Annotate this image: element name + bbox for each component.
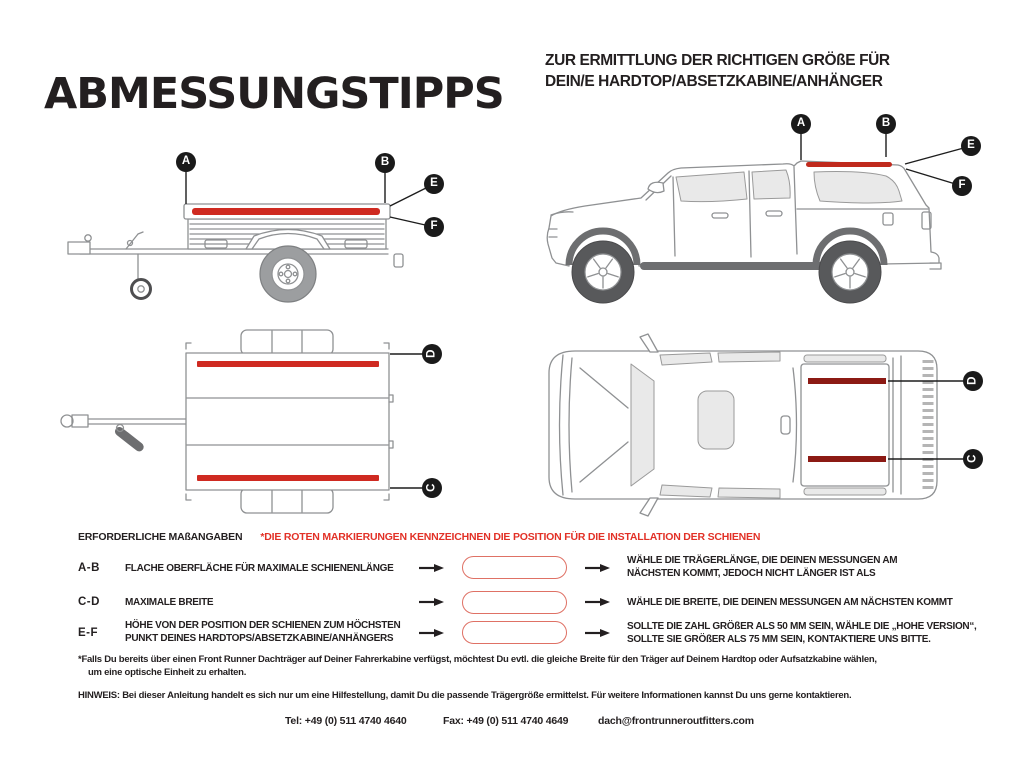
marker-b-trailer-side: B <box>375 153 395 173</box>
sunroof <box>698 391 734 449</box>
jockey-wheel <box>132 280 151 299</box>
rail-position-stripe <box>192 208 380 215</box>
trailer-side-view <box>68 162 434 302</box>
measure-row-ef <box>0 620 1024 646</box>
brake-lever <box>113 425 145 453</box>
footnote: *Falls Du bereits über einen Front Runner Dachträger auf Deiner Fahrerkabine verfügst, möchtest Du evtl. die gleiche Breite für den Träger auf Deinem Hardtop oder Aufsatzkabine wählen, <box>78 654 877 665</box>
arrow-right-icon <box>418 597 444 607</box>
contact-fax: Fax: +49 (0) 511 4740 4649 <box>443 715 569 727</box>
row-description: FLACHE OBERFLÄCHE FÜR MAXIMALE SCHIENENLÄNGE <box>125 563 394 574</box>
marker-e-trailer-side: E <box>424 174 444 194</box>
marker-d-trailer-top: D <box>422 344 442 364</box>
rail-position-stripe <box>808 378 886 384</box>
arrow-right-icon <box>584 597 610 607</box>
required-label: ERFORDERLICHE MAßANGABEN <box>78 531 243 543</box>
row-result: WÄHLE DIE BREITE, DIE DEINEN MESSUNGEN AM NÄCHSTEN KOMMT <box>627 597 953 608</box>
measurement-field-ab <box>462 556 567 579</box>
measurement-field-ef <box>462 621 567 644</box>
contact-tel: Tel: +49 (0) 511 4740 4640 <box>285 715 407 727</box>
marker-e-truck-side: E <box>961 136 981 156</box>
row-description: HÖHE VON DER POSITION DER SCHIENEN ZUM HÖCHSTEN PUNKT DEINES HARDTOPS/ABSETZKABINE/ANHÄNGERS <box>125 620 401 644</box>
row-result: WÄHLE DIE TRÄGERLÄNGE, DIE DEINEN MESSUNGEN AM NÄCHSTEN KOMMT, JEDOCH NICHT LÄNGER IST ALS <box>627 555 898 579</box>
marker-f-truck-side: F <box>952 176 972 196</box>
side-step <box>640 262 828 270</box>
arrow-right-icon <box>584 563 610 573</box>
windshield <box>631 364 654 486</box>
row-key: C-D <box>78 596 100 608</box>
row-result: SOLLTE DIE ZAHL GRÖßER ALS 50 MM SEIN, WÄHLE DIE „HOHE VERSION“, SOLLTE SIE GRÖßER ALS 75 MM SEIN, KONTAKTIERE UNS BITTE. <box>627 621 977 645</box>
trailer-top-view <box>61 330 432 513</box>
contact-email: dach@frontrunneroutfitters.com <box>598 715 754 727</box>
rail-position-stripe <box>197 361 379 367</box>
marker-c-trailer-top: C <box>422 478 442 498</box>
arrow-right-icon <box>584 628 610 638</box>
truck-top-view <box>549 334 973 516</box>
marker-c-truck-top: C <box>963 449 983 469</box>
hinweis-note: HINWEIS: Bei dieser Anleitung handelt es sich nur um eine Hilfestellung, damit Du die passende Trägergröße ermittelst. Für weitere Informationen kannst Du uns gerne kontaktieren. <box>78 690 852 701</box>
marker-a-trailer-side: A <box>176 152 196 172</box>
arrow-right-icon <box>418 563 444 573</box>
row-key: E-F <box>78 627 99 639</box>
marker-d-truck-top: D <box>963 371 983 391</box>
red-markings-note: *DIE ROTEN MARKIERUNGEN KENNZEICHNEN DIE POSITION FÜR DIE INSTALLATION DER SCHIENEN <box>260 531 761 543</box>
rail-position-stripe <box>806 162 892 167</box>
row-key: A-B <box>78 562 100 574</box>
marker-a-truck-side: A <box>791 114 811 134</box>
page-title: ABMESSUNGSTIPPS <box>44 68 504 119</box>
marker-f-trailer-side: F <box>424 217 444 237</box>
rail-position-stripe <box>808 456 886 462</box>
truck-side-view <box>547 124 971 303</box>
measurement-field-cd <box>462 591 567 614</box>
arrow-right-icon <box>418 628 444 638</box>
legend-header <box>78 531 760 543</box>
subtitle-line2: DEIN/E HARDTOP/ABSETZKABINE/ANHÄNGER <box>545 73 883 90</box>
hitch-coupler <box>68 242 90 254</box>
rail-position-stripe <box>197 475 379 481</box>
measure-row-cd <box>0 591 1024 615</box>
footnote-line2: um eine optische Einheit zu erhalten. <box>88 667 247 678</box>
row-description: MAXIMALE BREITE <box>125 597 214 608</box>
marker-b-truck-side: B <box>876 114 896 134</box>
subtitle-line1: ZUR ERMITTLUNG DER RICHTIGEN GRÖßE FÜR <box>545 52 890 69</box>
measure-row-ab <box>0 556 1024 580</box>
